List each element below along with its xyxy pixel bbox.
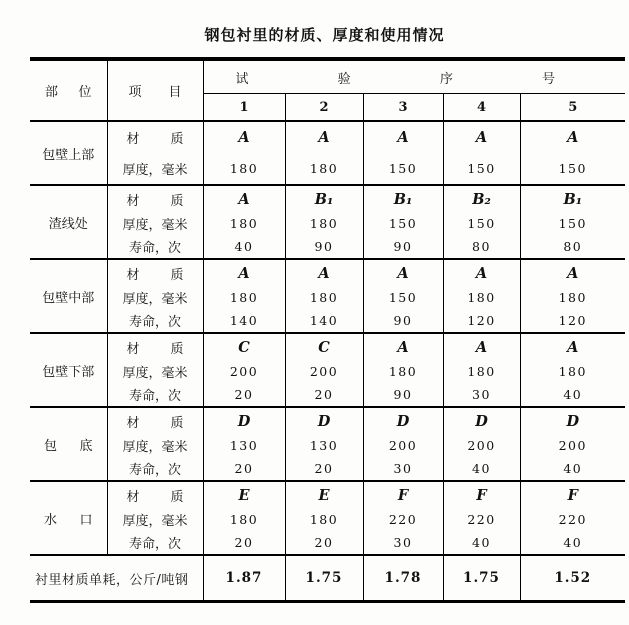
item-label-thickness: 厚度，毫米	[107, 286, 203, 309]
value-cell: 40	[520, 457, 625, 481]
value-cell: A	[363, 259, 443, 286]
value-cell: 180	[229, 290, 259, 305]
value-cell: 40	[443, 457, 520, 481]
item-label-thickness: 厚度，毫米	[107, 360, 203, 383]
value-cell: A	[520, 333, 625, 360]
value-cell: 20	[285, 457, 363, 481]
value-cell: 150	[520, 212, 625, 235]
value-cell: 200	[443, 434, 520, 457]
item-label-material: 材 质	[107, 407, 203, 434]
item-label-thickness: 厚度，毫米	[107, 508, 203, 531]
footer-value: 1.78	[363, 555, 443, 602]
value-cell: 20	[234, 461, 254, 476]
item-label-thickness: 厚度，毫米	[107, 212, 203, 235]
value-cell: 90	[363, 309, 443, 333]
value-cell: 40	[443, 531, 520, 555]
value-cell: A	[443, 333, 520, 360]
value-cell: 120	[443, 309, 520, 333]
value-cell: 200	[229, 364, 259, 379]
value-cell: 90	[363, 235, 443, 259]
table-title: 钢包衬里的材质、厚度和使用情况	[204, 26, 445, 44]
value-cell: D	[443, 407, 520, 434]
value-cell: A	[520, 121, 625, 153]
value-cell: 90	[285, 235, 363, 259]
header-trial-5: 5	[520, 94, 625, 122]
item-label-material: 材 质	[107, 259, 203, 286]
value-cell: 150	[443, 212, 520, 235]
value-cell: 220	[363, 508, 443, 531]
header-trial-3: 3	[363, 94, 443, 122]
value-cell: 180	[285, 212, 363, 235]
value-cell: 200	[520, 434, 625, 457]
value-cell: D	[203, 407, 285, 434]
value-cell: B₁	[285, 185, 363, 212]
part-label: 水 口	[30, 481, 107, 555]
value-cell: 90	[363, 383, 443, 407]
value-cell: 20	[285, 383, 363, 407]
value-cell: 40	[520, 531, 625, 555]
value-cell: D	[363, 407, 443, 434]
item-label-material: 材 质	[107, 481, 203, 508]
item-label-life: 寿命，次	[107, 457, 203, 481]
item-label-thickness: 厚度，毫米	[107, 434, 203, 457]
item-label-material: 材 质	[107, 121, 203, 153]
ladle-lining-table	[30, 57, 625, 603]
value-cell: A	[443, 259, 520, 286]
value-cell: 150	[363, 286, 443, 309]
value-cell: D	[520, 407, 625, 434]
item-label-life: 寿命，次	[107, 309, 203, 333]
value-cell: 180	[285, 286, 363, 309]
footer-value: 1.87	[203, 555, 285, 602]
value-cell: A	[203, 185, 285, 212]
value-cell: F	[520, 481, 625, 508]
value-cell: C	[203, 333, 285, 360]
value-cell: 40	[520, 383, 625, 407]
value-cell: 20	[234, 387, 254, 402]
value-cell: B₂	[443, 185, 520, 212]
value-cell: 80	[520, 235, 625, 259]
value-cell: 140	[285, 309, 363, 333]
value-cell: A	[520, 259, 625, 286]
header-trial-number: 试 验 序 号	[203, 59, 625, 94]
item-label-life: 寿命，次	[107, 383, 203, 407]
value-cell: A	[285, 121, 363, 153]
value-cell: B₁	[520, 185, 625, 212]
value-cell: 130	[285, 434, 363, 457]
value-cell: 120	[520, 309, 625, 333]
value-cell: 150	[520, 153, 625, 185]
value-cell: F	[443, 481, 520, 508]
value-cell: D	[285, 407, 363, 434]
value-cell: A	[203, 121, 285, 153]
value-cell: 180	[363, 360, 443, 383]
value-cell: 140	[229, 313, 259, 328]
item-label-thickness: 厚度，毫米	[107, 153, 203, 185]
value-cell: A	[203, 259, 285, 286]
footer-value: 1.52	[520, 555, 625, 602]
value-cell: 150	[363, 212, 443, 235]
value-cell: 180	[520, 360, 625, 383]
value-cell: A	[285, 259, 363, 286]
footer-value: 1.75	[443, 555, 520, 602]
part-label: 包壁中部	[30, 259, 107, 333]
header-trial-2: 2	[285, 94, 363, 122]
value-cell: 180	[285, 153, 363, 185]
value-cell: 20	[234, 535, 254, 550]
part-label: 包壁上部	[30, 121, 107, 185]
value-cell: 150	[443, 153, 520, 185]
value-cell: 220	[443, 508, 520, 531]
item-label-life: 寿命，次	[107, 531, 203, 555]
value-cell: 180	[229, 216, 259, 231]
value-cell: 30	[443, 383, 520, 407]
header-trial-4: 4	[443, 94, 520, 122]
value-cell: 180	[443, 360, 520, 383]
footer-value: 1.75	[285, 555, 363, 602]
item-label-material: 材 质	[107, 333, 203, 360]
part-label: 包壁下部	[30, 333, 107, 407]
value-cell: 40	[234, 239, 254, 254]
value-cell: A	[363, 121, 443, 153]
item-label-material: 材 质	[107, 185, 203, 212]
value-cell: 130	[229, 438, 259, 453]
header-item: 项 目	[107, 59, 203, 121]
value-cell: 30	[363, 457, 443, 481]
value-cell: A	[363, 333, 443, 360]
part-label: 渣线处	[30, 185, 107, 259]
value-cell: 150	[363, 153, 443, 185]
value-cell: 180	[285, 508, 363, 531]
part-label: 包 底	[30, 407, 107, 481]
footer-label: 衬里材质单耗，公斤/吨钢	[30, 555, 203, 602]
header-part: 部 位	[30, 59, 107, 121]
header-trial-1: 1	[203, 94, 285, 122]
item-label-life: 寿命，次	[107, 235, 203, 259]
value-cell: E	[285, 481, 363, 508]
value-cell: 20	[285, 531, 363, 555]
value-cell: C	[285, 333, 363, 360]
value-cell: F	[363, 481, 443, 508]
value-cell: 220	[520, 508, 625, 531]
value-cell: E	[203, 481, 285, 508]
value-cell: 80	[443, 235, 520, 259]
value-cell: 180	[443, 286, 520, 309]
value-cell: A	[443, 121, 520, 153]
value-cell: 200	[285, 360, 363, 383]
value-cell: 30	[363, 531, 443, 555]
value-cell: 180	[229, 512, 259, 527]
value-cell: 200	[363, 434, 443, 457]
value-cell: B₁	[363, 185, 443, 212]
value-cell: 180	[520, 286, 625, 309]
value-cell: 180	[229, 161, 259, 176]
